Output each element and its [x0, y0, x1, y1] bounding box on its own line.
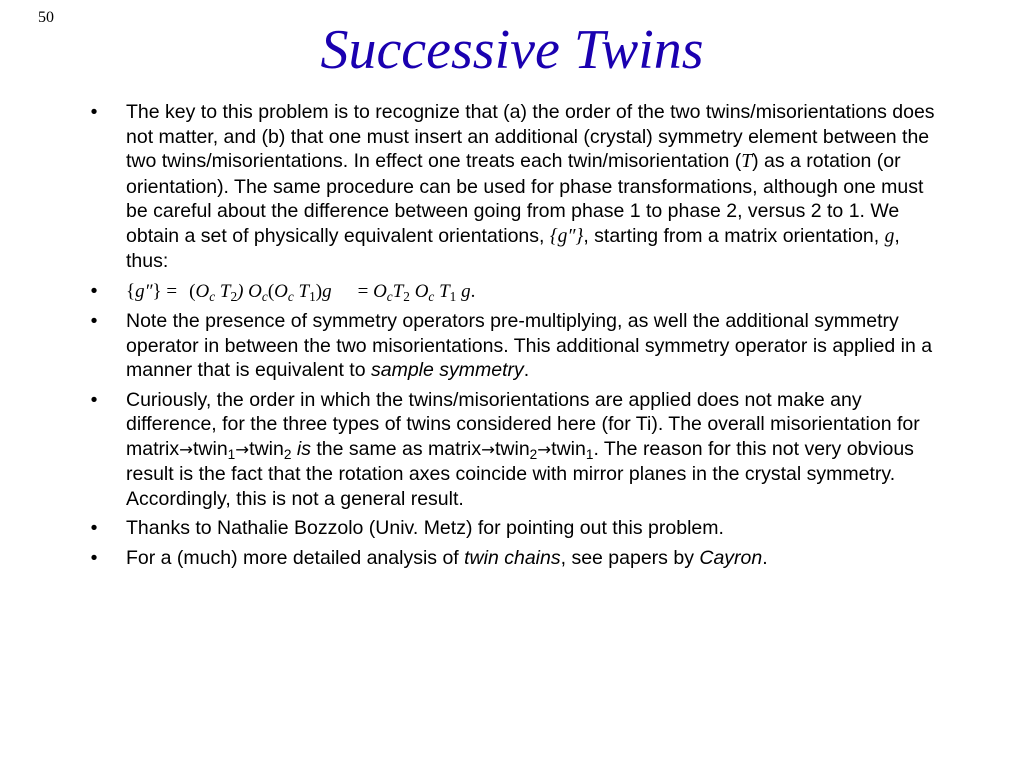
bullet-text: the same as matrix — [310, 437, 482, 460]
bullet-marker: • — [90, 388, 98, 411]
bullet-text: , see papers by — [560, 546, 700, 569]
emphasis-text: twin chains — [464, 546, 561, 569]
bullet-text: , thus: — [126, 224, 900, 272]
emphasis-text: Cayron — [699, 546, 763, 569]
bullet-text: Thanks to Nathalie Bozzolo (Univ. Metz) for pointing out this problem. — [126, 517, 724, 539]
bullet-marker: • — [90, 279, 98, 302]
bullet-item-thanks — [84, 516, 944, 541]
bullet-item-key-problem — [84, 100, 944, 274]
emphasis-text: sample symmetry — [370, 359, 524, 381]
right-arrow-icon: → — [537, 439, 552, 459]
slide-title: Successive Twins — [320, 19, 704, 81]
right-arrow-icon: → — [179, 439, 193, 459]
bullet-marker: • — [90, 517, 98, 539]
bullet-text: . — [762, 546, 768, 569]
bullet-text: ) as a rotation (or orientation). The same procedure can be used for phase transformations, although one must be careful about the difference between going from phase 1 to phase 2, versus 2 to 1. We obtain a set of physically equivalent orientations, — [126, 150, 924, 247]
bullet-text: Note the presence of symmetry operators pre-multiplying, as well the additional symmetry operator in between the two misorientations. This additional symmetry operator is applied in a manner that is equivalent to — [126, 310, 933, 381]
equivalent-orientation-set: {g″} — [549, 225, 584, 247]
bullet-item-further-reading — [84, 546, 944, 571]
slide-number: 50 — [38, 9, 54, 26]
bullet-marker: • — [90, 546, 98, 569]
bullet-marker: • — [90, 101, 98, 123]
bullet-item-equation — [84, 279, 944, 305]
matrix-orientation-symbol: g — [884, 225, 895, 247]
bullet-text: , starting from a matrix orientation, — [583, 224, 885, 247]
bullet-item-symmetry-note — [84, 309, 944, 383]
bullet-text: Curiously, the order in which the twins/misorientations are applied does not make any difference, for the three types of twins considered here (for Ti). The overall misorientation for matrix — [126, 388, 920, 460]
bullet-marker: • — [90, 310, 98, 332]
emphasis-text: is — [296, 437, 311, 460]
orientation-equation: $\{g''\} = (O_c$ $T_2$) $O_c(O_c$ $T_1)g = O_cT_2$ $O_c$ $T_1$ g. — [126, 280, 476, 304]
bullet-text: . The reason for this not very obvious result is the fact that the rotation axes coincide with mirror planes in the crystal symmetry. Accordingly, this is not a general result. — [126, 437, 914, 510]
bullet-list — [84, 100, 944, 575]
right-arrow-icon: → — [235, 439, 250, 459]
bullet-item-order-note: • Curiously, the order in which the twins/misorientations are applied does not make any difference, for the three types of twins considered here (for Ti). The overall misorientation for matrix→twin$_1$→twin$_2$ is the same as matrix→twin$_2$→twin$_1$. The reason for this not very obvious result is the fact that the rotation axes coincide with mirror planes in the crystal symmetry. Accordingly, this is not a general result. — [84, 388, 944, 512]
bullet-text: . — [523, 359, 530, 381]
right-arrow-icon: → — [481, 439, 495, 459]
bullet-text: The key to this problem is to recognize that (a) the order of the two twins/misorientations does not matter, and (b) that one must insert an additional (crystal) symmetry element between the two twins/misorientations. In effect one treats each twin/misorientation ( — [126, 101, 935, 172]
twin-symbol: T — [741, 151, 753, 172]
bullet-text: For a (much) more detailed analysis of — [126, 546, 465, 569]
